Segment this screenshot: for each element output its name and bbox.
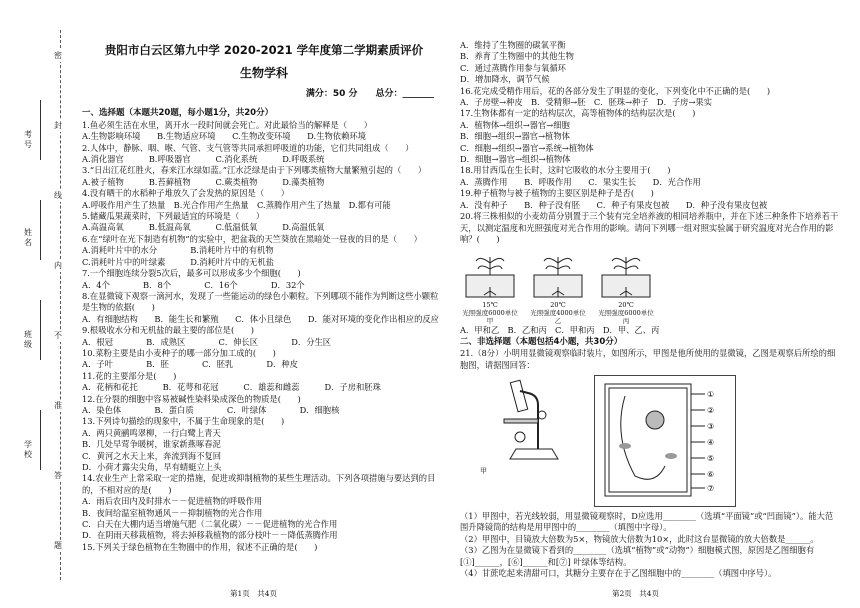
seal-word: 准	[54, 401, 62, 410]
field-name: 姓名	[24, 228, 32, 247]
question-line: B．细胞→组织→器官→植物体	[460, 131, 570, 142]
question-line: 3.“日出江花红胜火，春来江水绿如蓝。”江水泛绿是由于下列哪类植物大量繁殖引起的（ ）	[82, 165, 427, 176]
question-line: （4）甘蔗吃起来清甜可口，其糖分主要存在于乙图细胞中的________（填图中序号）。	[460, 567, 777, 578]
question-line: A．没有种子 B．种子没有胚 C．种子有果皮包被 D．种子没有果皮包被	[460, 199, 768, 210]
svg-text:③: ③	[707, 421, 715, 431]
field-line	[40, 200, 41, 260]
svg-text:⑦: ⑦	[707, 483, 715, 493]
question-line: A．子房壁→种皮 B．受精卵→胚 C．胚珠→种子 D．子房→果实	[460, 97, 713, 108]
question-line: A．染色体 B．蛋白质 C．叶绿体 D．细胞核	[82, 404, 340, 415]
question-line: 4.没有晒干的水稻种子堆放久了会发热的原因是（ ）	[82, 188, 290, 199]
svg-text:⑥: ⑥	[707, 469, 715, 479]
question-line: （1）甲图中，若光线较弱，用显微镜观察时，D应选用________（选填“平面镜”或“凹面镜”）。能大范围升降镜筒的结构是用甲图中的________（填图中字母）。	[460, 510, 834, 533]
question-line: D．细胞→器官→组织→植物体	[460, 154, 571, 165]
question-line: A．根冠 B．成熟区 C．伸长区 D．分生区	[82, 336, 332, 347]
question-line: A．子叶 B．胚 C．胚乳 D．种皮	[82, 359, 298, 370]
microscope-figure	[480, 375, 580, 475]
question-line: A.呼吸作用产生了热量 B.光合作用产生热量 C.蒸腾作用产生了热量 D.都有可能	[82, 199, 391, 210]
question-line: A.消化器官 B.呼吸器官 C.消化系统 D.呼吸系统	[82, 154, 325, 165]
question-line: 1.鱼必须生活在水里，离开水一段时间就会死亡。对此最恰当的解释是（ ）	[82, 119, 373, 130]
svg-text:②: ②	[707, 405, 715, 415]
question-line: B．夜间给温室植物通风－－抑制植物的光合作用	[82, 507, 263, 518]
section-1-heading: 一、选择题（本题共20题，每小题1分，共20分）	[82, 108, 274, 119]
score-line: 满分：50 分 总分：_______	[305, 89, 434, 99]
question-line: 20.将三株相似的小麦幼苗分别置于三个装有完全培养液的相同培养瓶中，并在下述三种条件下培养若干天，以测定温度和光照强度对光合作用的影响。请问下列哪一组对照实验属于研究温度对光合作用的影响？( )	[460, 211, 839, 244]
question-list	[82, 120, 446, 553]
seal-word: 密	[54, 51, 62, 60]
pot-caption: 20℃ 光照强度4000单位 乙	[530, 301, 586, 326]
question-line: C．通过蒸腾作用参与氧循环	[460, 62, 566, 73]
question-line: A．两只黄鹂鸣翠柳，一行白鹭上青天	[82, 427, 221, 438]
pot-caption: 15℃ 光照强度6000单位 甲	[462, 301, 518, 326]
q21-stem: 21.（8分）小明用显微镜观察临时装片，如图所示，甲图是他所使用的显微镜，乙图是观察后所绘的细胞图，请据图回答：	[460, 348, 836, 370]
question-line: 15.下列关于绿色植物在生物圈中的作用，叙述不正确的是( )	[82, 541, 318, 552]
field-class: 班级	[24, 330, 32, 349]
question-line: A.高温高氧 B.低温高氧 C.低温低氧 D.高温低氧	[82, 222, 325, 233]
page-number-2: 第2页 共4页	[612, 589, 660, 598]
question-line: A．蒸腾作用 B．呼吸作用 C．果实生长 D．光合作用	[460, 176, 701, 187]
question-line: A．有细胞结构 B．能生长和繁殖 C．体小且绿色 D．能对环境的变化作出相应的反应	[82, 313, 439, 324]
field-line	[40, 100, 41, 160]
seal-word: 内	[54, 261, 62, 270]
question-line: （2）甲图中，目镜放大倍数为5×，物镜放大倍数为10×，此时这台显微镜的放大倍数是______。	[460, 533, 819, 544]
pot-captions	[460, 301, 840, 325]
question-line: 5.储藏瓜果蔬菜时，下列最适宜的环境是（ ）	[82, 211, 265, 222]
binding-margin	[0, 0, 78, 608]
question-line: C．白天在大棚内适当增施气肥（二氧化碳）－－促进植物的光合作用	[82, 519, 338, 530]
question-line: 7.一个细胞连续分裂5次后，最多可以形成多少个细胞( )	[82, 268, 301, 279]
question-line: 9.根吸收水分和无机盐的最主要的部位是( )	[82, 325, 255, 336]
question-line: 18.用甘西瓜在生长时，这时它吸收的水分主要用于( )	[460, 165, 671, 176]
question-line: A．雨后农田内及时排水－－促进植物的呼吸作用	[82, 496, 263, 507]
question-line: 10.菜粉主要是由小麦种子的哪一部分加工成的( )	[82, 347, 276, 358]
question-line: 16.花完成受精作用后，花的各部分发生了明显的变化，下列变化中不正确的是( )	[460, 85, 771, 96]
question-line: A.生物影响环境 B.生物适应环境 C.生物改变环境 D.生物依赖环境	[82, 131, 366, 142]
left-column	[82, 34, 446, 553]
question-list	[460, 40, 840, 245]
question-line: 8.在显微镜下观察一滴河水，发现了一些能运动的绿色小颗粒。下列哪项不能作为判断这些小颗粒是生物的依据( )	[82, 290, 439, 313]
question-line: 14.农业生产上常采取一定的措施，促进或抑制植物的某些生理活动。下列各项措施与要达到的目的，不相对应的是( )	[82, 473, 436, 495]
question-line: A．植物体→组织→器官→细胞	[460, 119, 570, 130]
question-line: A．花柄和花托 B．花萼和花冠 C．雄蕊和雌蕊 D．子房和胚珠	[82, 382, 381, 393]
right-column	[460, 40, 840, 579]
question-line: C.消耗叶片中的叶绿素 D.消耗叶片中的无机盐	[82, 256, 274, 267]
question-list	[460, 511, 840, 579]
pot-caption: 20℃ 光照强度6000单位 丙	[598, 301, 654, 326]
question-line: 17.生物体都有一定的结构层次，高等植物体的结构层次是( )	[460, 108, 696, 119]
page-number-1: 第1页 共4页	[230, 589, 278, 598]
plant-cell-figure	[594, 375, 736, 507]
q20-options: A．甲和乙 B．乙和丙 C．甲和丙 D．甲、乙、丙	[460, 325, 660, 336]
figure-label: 甲	[480, 466, 487, 475]
plant-pot-jia	[460, 249, 520, 299]
question-line: A．4个 B．8个 C．16个 D．32个	[82, 279, 305, 290]
question-line: D．增加降水，调节气候	[460, 74, 550, 85]
question-line: 11.花的主要部分是( )	[82, 370, 177, 381]
question-line: D．在阴雨天移栽植物，将去掉移栽植物的部分枝叶－－降低蒸腾作用	[82, 530, 338, 541]
question-line: B．几处早莺争暖树，谁家新燕啄春泥	[82, 439, 221, 450]
question-line: 13.下列诗句描绘的现象中，不属于生命现象的是( )	[82, 416, 285, 427]
field-line	[40, 300, 41, 360]
seal-word: 不	[54, 331, 62, 340]
field-exam-number: 考号	[24, 130, 32, 149]
question-line: C．细胞→组织→器官→系统→植物体	[460, 142, 594, 153]
question-line: C．黄河之水天上来，奔流到海不复回	[82, 450, 222, 461]
question-line: A.消耗叶片中的水分 B.消耗叶片中的有机物	[82, 245, 274, 256]
question-line: A.被子植物 B.苔藓植物 C.蕨类植物 D.藻类植物	[82, 176, 325, 187]
svg-text:④: ④	[707, 437, 715, 447]
plant-pot-yi	[528, 249, 588, 299]
seal-word: 线	[54, 191, 62, 200]
subject-title: 生物学科	[239, 66, 288, 80]
section-2-heading: 二、非选择题（本题包括4小题，共30分）	[460, 336, 623, 347]
question-line: D．小荷才露尖尖角，早有蜻蜓立上头	[82, 462, 222, 472]
plant-pot-bing	[596, 249, 656, 299]
q20-figure	[460, 249, 840, 299]
field-line	[40, 410, 41, 470]
seal-line	[60, 30, 61, 580]
question-line: 6.在“绿叶在光下制造有机物”的实验中，把盆栽的天竺葵放在黑暗处一昼夜的目的是（ ）	[82, 233, 422, 244]
svg-text:①: ①	[707, 389, 715, 399]
field-school: 学校	[24, 440, 32, 459]
question-line: A．维持了生物圈的碳氧平衡	[460, 40, 566, 50]
exam-title: 贵阳市白云区第九中学 2020-2021 学年度第二学期素质评价	[104, 43, 424, 57]
q21-figure	[480, 375, 840, 507]
question-line: （3）乙图为在显微镜下看到的________（选填“植物”或“动物”）细胞模式图，原因是乙图细胞有[①]______，[⑥]______和[⑦] 叶绿体等结构。	[460, 545, 815, 567]
seal-word: 题	[54, 541, 62, 550]
seal-word: 封	[54, 121, 62, 130]
question-line: 12.在分裂的细胞中容易被碱性染料染成深色的物质是( )	[82, 393, 301, 404]
svg-text:⑤: ⑤	[707, 453, 715, 463]
question-line: B．养育了生物圈中的其他生物	[460, 51, 574, 62]
seal-word: 答	[54, 471, 62, 480]
question-line: 2.人体中，静脉、咽、喉、气管、支气管等共同承担呼吸道的功能，它们共同组成（ ）	[82, 142, 414, 153]
question-line: 19.种子植物与被子植物的主要区别是种子是否( )	[460, 188, 654, 199]
